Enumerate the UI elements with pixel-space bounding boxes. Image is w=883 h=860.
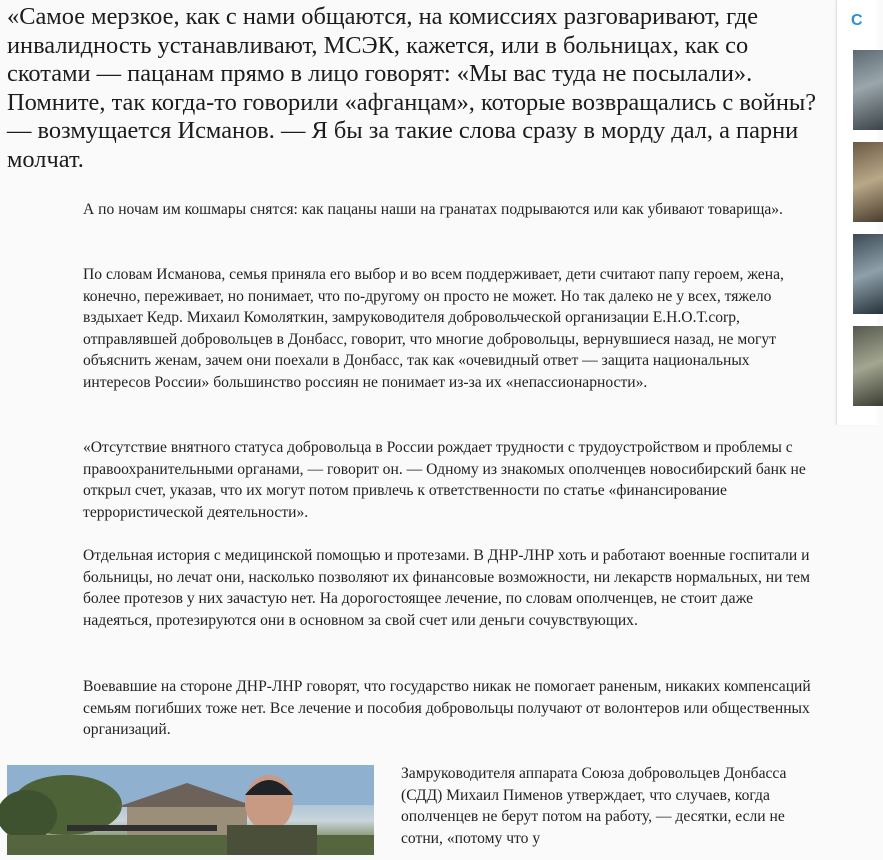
related-thumbnail[interactable]	[853, 50, 883, 130]
sidebar-tab-letter[interactable]: С	[851, 12, 863, 29]
article-photo[interactable]	[7, 765, 374, 855]
paragraph-text: А по ночам им кошмары снятся: как пацаны наши на гранатах подрываются или как убивают товарища».	[83, 201, 783, 218]
lead-quote: «Самое мерзкое, как с нами общаются, на комиссиях разговаривают, где инвалидность устанавливают, МСЭК, кажется, или в больницах, как со скотами — пацанам прямо в лицо говорят: «Мы вас туда не посылали». Помните, так когда-то говорили «афганцам», которые возвращались с войны? — возмущается Исманов. — Я бы за такие слова сразу в морду дал, а парни молчат.	[7, 3, 817, 173]
side-paragraph: Замруководителя аппарата Союза добровольцев Донбасса (СДД) Михаил Пименов утверждает, что случаев, когда ополченцев не берут потом на работу, — десятки, если не сотни, «потому что у	[401, 765, 787, 847]
article-paragraph-2	[83, 264, 813, 394]
paragraph-text: Отдельная история с медицинской помощью и протезами. В ДНР-ЛНР хоть и работают военные госпитали и больницы, но лечат они, насколько позволяют их финансовые возможности, ни лекарств нормальных, ни тем более протезов у них зачастую нет. На дорогостоящее лечение, по словам ополченцев, не стоит даже надеяться, протезируются они в основном за свой счет или деньги сочувствующих.	[83, 547, 810, 629]
related-thumbnail[interactable]	[853, 142, 883, 222]
paragraph-text: «Отсутствие внятного статуса добровольца в России рождает трудности с трудоустройством и проблемы с правоохранительными органами, — говорит он. — Одному из знакомых ополченцев новосибирский банк не открыл счет, указав, что их могут потом привлечь к ответственности по статье «финансирование террористической деятельности».	[83, 439, 806, 521]
article-paragraph-3	[83, 437, 813, 523]
photo-scene	[7, 765, 374, 855]
related-sidebar	[836, 0, 877, 425]
related-thumbnail[interactable]	[853, 234, 883, 314]
related-thumbnail[interactable]	[853, 326, 883, 406]
article-paragraph-5	[83, 676, 813, 741]
paragraph-text: По словам Исманова, семья приняла его выбор и во всем поддерживает, дети считают папу героем, жена, конечно, переживает, но понимает, что по-другому он просто не может. Но так далеко не у всех, тяжело вздыхает Кедр. Михаил Комоляткин, замруководителя добровольческой организации Е.Н.О.Т.corp, отправлявшей добровольцев в Донбасс, говорит, что многие добровольцы, вернувшиеся назад, не могут объяснить женам, зачем они поехали в Донбасс, так как «очевидный ответ — защита национальных интересов России» большинство россиян не понимает из-за их «непассионарности».	[83, 266, 784, 391]
article-paragraph-1	[83, 199, 813, 221]
article-paragraph-4	[83, 545, 813, 631]
paragraph-text: Воевавшие на стороне ДНР-ЛНР говорят, что государство никак не помогает раненым, никаких компенсаций семьям погибших тоже нет. Все лечение и пособия добровольцы получают от волонтеров или общественных организаций.	[83, 678, 811, 739]
